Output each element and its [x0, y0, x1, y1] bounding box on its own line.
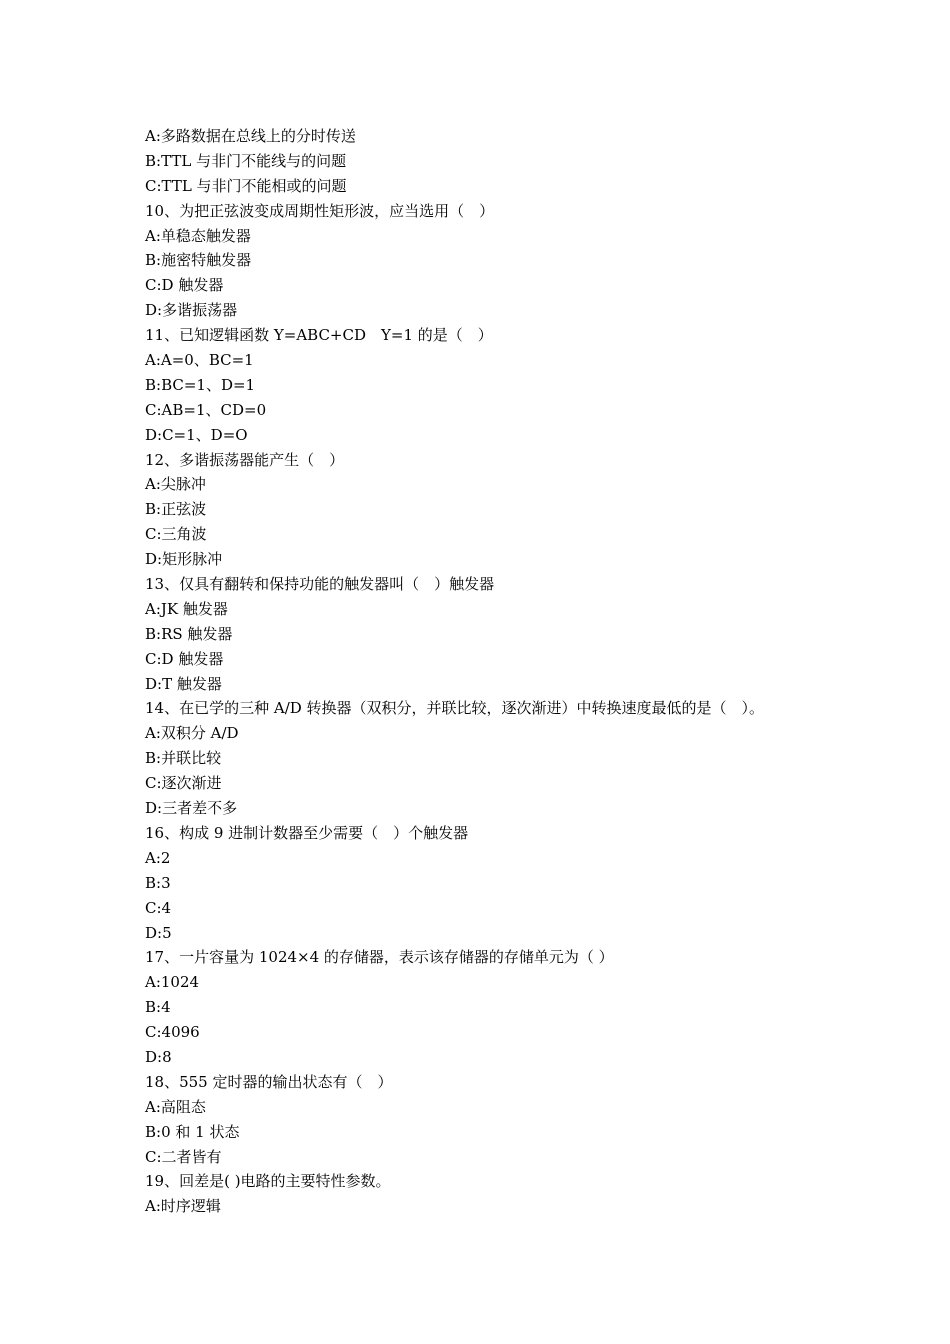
answer-option: A:双积分 A/D [145, 724, 239, 743]
answer-option: D:多谐振荡器 [145, 301, 238, 320]
question-text: 14、在已学的三种 A/D 转换器（双积分，并联比较，逐次渐进）中转换速度最低的是（ ）。 [145, 699, 765, 718]
question-text: 12、多谐振荡器能产生（ ） [145, 450, 345, 469]
answer-option: A:A=0、BC=1 [145, 351, 254, 370]
question-list [145, 124, 845, 1219]
answer-option: A:1024 [145, 973, 200, 992]
answer-option: A:JK 触发器 [145, 599, 228, 618]
answer-option: C:D 触发器 [145, 276, 224, 295]
answer-option: D:T 触发器 [145, 674, 222, 693]
question-text: 17、一片容量为 1024×4 的存储器，表示该存储器的存储单元为（ ） [145, 948, 614, 967]
answer-option: B:并联比较 [145, 749, 222, 768]
answer-option: C:4 [145, 898, 172, 917]
answer-option: A:时序逻辑 [145, 1197, 221, 1216]
answer-option: A:尖脉冲 [145, 475, 206, 494]
answer-option: B:0 和 1 状态 [145, 1122, 240, 1141]
answer-option: A:高阻态 [145, 1097, 206, 1116]
answer-option: D:矩形脉冲 [145, 550, 223, 569]
answer-option: B:BC=1、D=1 [145, 375, 256, 394]
question-text: 11、已知逻辑函数 Y=ABC+CD Y=1 的是（ ） [145, 326, 493, 345]
answer-option: B:TTL 与非门不能线与的问题 [145, 151, 347, 170]
answer-option: C:二者皆有 [145, 1147, 222, 1166]
answer-option: C:三角波 [145, 525, 207, 544]
answer-option: B:施密特触发器 [145, 251, 252, 270]
question-text: 18、555 定时器的输出状态有（ ） [145, 1072, 393, 1091]
answer-option: C:D 触发器 [145, 649, 224, 668]
answer-option: B:3 [145, 873, 171, 892]
answer-option: C:AB=1、CD=0 [145, 400, 267, 419]
answer-option: D:5 [145, 923, 172, 942]
answer-option: B:正弦波 [145, 500, 207, 519]
answer-option: A:单稳态触发器 [145, 226, 251, 245]
question-text: 13、仅具有翻转和保持功能的触发器叫（ ）触发器 [145, 575, 495, 594]
question-text: 19、回差是( )电路的主要特性参数。 [145, 1172, 391, 1191]
answer-option: B:RS 触发器 [145, 624, 233, 643]
question-text: 16、构成 9 进制计数器至少需要（ ）个触发器 [145, 823, 469, 842]
answer-option: B:4 [145, 998, 171, 1017]
answer-option: D:C=1、D=O [145, 425, 248, 444]
answer-option: D:8 [145, 1047, 172, 1066]
answer-option: A:多路数据在总线上的分时传送 [145, 127, 356, 145]
answer-option: A:2 [145, 848, 171, 867]
answer-option: D:三者差不多 [145, 799, 238, 818]
answer-option: C:4096 [145, 1023, 200, 1042]
answer-option: C:逐次渐进 [145, 774, 222, 793]
question-text: 10、为把正弦波变成周期性矩形波，应当选用（ ） [145, 201, 495, 220]
answer-option: C:TTL 与非门不能相或的问题 [145, 176, 347, 195]
